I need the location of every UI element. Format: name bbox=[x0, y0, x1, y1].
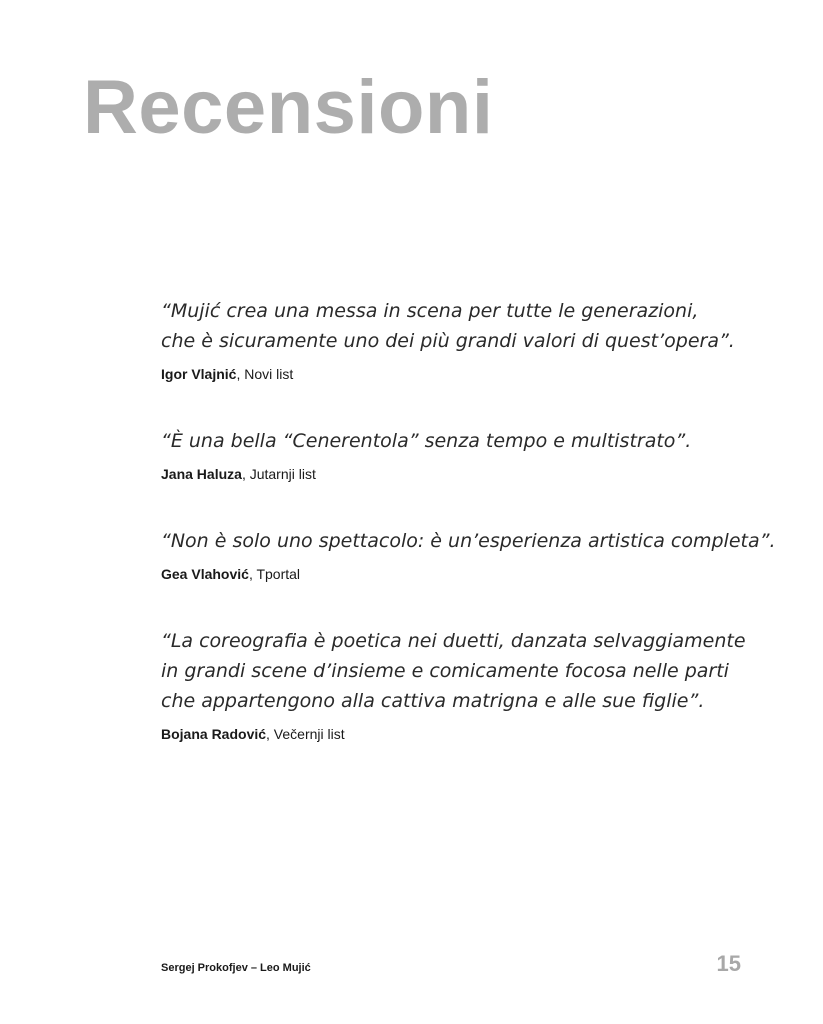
review-item bbox=[161, 526, 781, 582]
review-credit bbox=[161, 466, 781, 482]
review-item bbox=[161, 426, 781, 482]
review-quote: “È una bella “Cenerentola” senza tempo e multistrato”. bbox=[161, 430, 692, 452]
review-item bbox=[161, 626, 781, 742]
review-source: , Tportal bbox=[248, 566, 301, 582]
page-title: Recensioni bbox=[83, 65, 494, 150]
review-item bbox=[161, 296, 781, 382]
review-author: Gea Vlahović bbox=[161, 566, 249, 582]
footer-title: Sergej Prokofjev – Leo Mujić bbox=[161, 962, 311, 974]
review-credit bbox=[161, 566, 781, 582]
review-quote: “La coreografia è poetica nei duetti, danzata selvaggiamente in grandi scene d’insieme e comicamente focosa nelle parti che appartengono alla cattiva matrigna e alle sue figlie”. bbox=[161, 630, 746, 712]
review-source: , Jutarnji list bbox=[241, 466, 316, 482]
review-credit bbox=[161, 726, 781, 742]
review-source: , Novi list bbox=[236, 366, 294, 382]
review-credit bbox=[161, 366, 781, 382]
review-author: Igor Vlajnić bbox=[161, 366, 237, 382]
page-number: 15 bbox=[716, 951, 741, 976]
review-source: , Večernji list bbox=[266, 726, 345, 742]
review-author: Jana Haluza bbox=[161, 466, 242, 482]
review-quote: “Mujić crea una messa in scena per tutte le generazioni, che è sicuramente uno dei più grandi valori di quest’opera”. bbox=[161, 300, 735, 352]
review-author: Bojana Radović bbox=[161, 726, 267, 742]
reviews-list bbox=[161, 296, 781, 742]
review-quote: “Non è solo uno spettacolo: è un’esperienza artistica completa”. bbox=[161, 530, 776, 552]
